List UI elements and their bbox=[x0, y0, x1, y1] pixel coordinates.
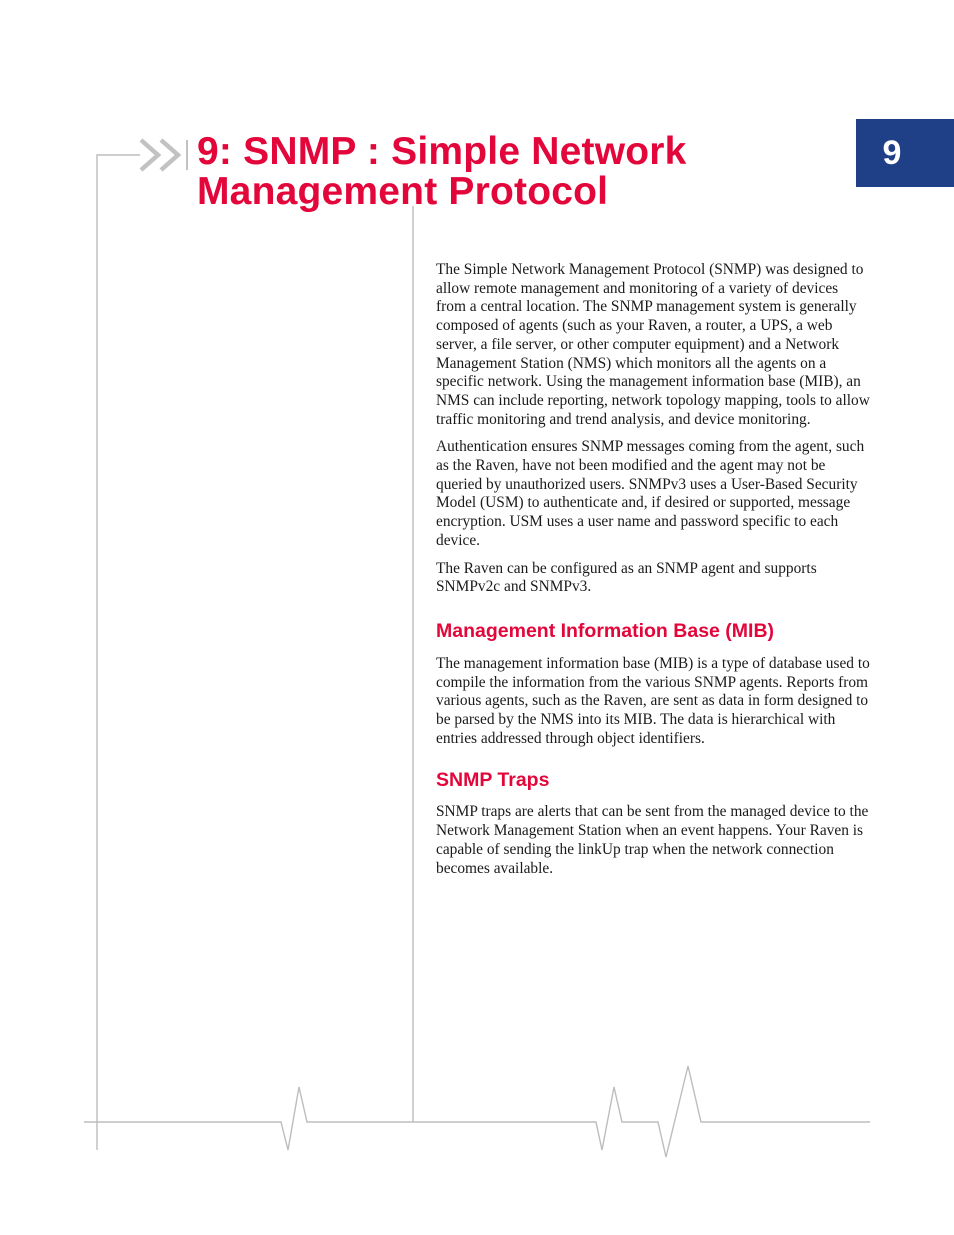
chapter-title bbox=[197, 132, 837, 212]
snmp-traps-paragraph: SNMP traps are alerts that can be sent from the managed device to the Network Management Station when an event happens. Your Raven is capable of sending the linkUp trap when the network connection becomes available. bbox=[436, 803, 869, 877]
chapter-number-tab bbox=[856, 119, 954, 187]
chapter-title-line-2: Management Protocol bbox=[197, 170, 609, 213]
intro-paragraph-2: Authentication ensures SNMP messages coming from the agent, such as the Raven, have not been modified and the agent may not be queried by unauthorized users. SNMPv3 uses a User-Based Security Model (USM) to authenticate and, if desired or supported, message encryption. USM uses a user name and password specific to each device. bbox=[436, 438, 865, 549]
intro-paragraph-1: The Simple Network Management Protocol (SNMP) was designed to allow remote management and monitoring of a variety of devices from a central location. The SNMP management system is generally composed of agents (such as your Raven, a router, a UPS, a web server, a file server, or other computer equipment) and a Network Management Station (NMS) which monitors all the agents on a specific network. Using the management information base (MIB), an NMS can include reporting, network topology mapping, tools to allow traffic monitoring and trend analysis, and device monitoring. bbox=[436, 261, 870, 428]
main-content bbox=[436, 261, 870, 887]
mib-paragraph: The management information base (MIB) is a type of database used to compile the information from the various SNMP agents. Reports from various agents, such as the Raven, are sent as data in form designed to be parsed by the NMS into its MIB. The data is hierarchical with entries addressed through object identifiers. bbox=[436, 654, 870, 747]
chapter-number: 9 bbox=[882, 134, 902, 172]
chapter-title-line-1: 9: SNMP : Simple Network bbox=[197, 130, 687, 173]
snmp-traps-heading: SNMP Traps bbox=[436, 769, 550, 792]
double-chevron-icon bbox=[141, 140, 178, 170]
intro-paragraph-3: The Raven can be configured as an SNMP agent and supports SNMPv2c and SNMPv3. bbox=[436, 559, 817, 596]
mib-heading: Management Information Base (MIB) bbox=[436, 619, 775, 642]
bottom-waveform-rule bbox=[84, 1066, 870, 1157]
left-frame-line bbox=[97, 155, 140, 1150]
